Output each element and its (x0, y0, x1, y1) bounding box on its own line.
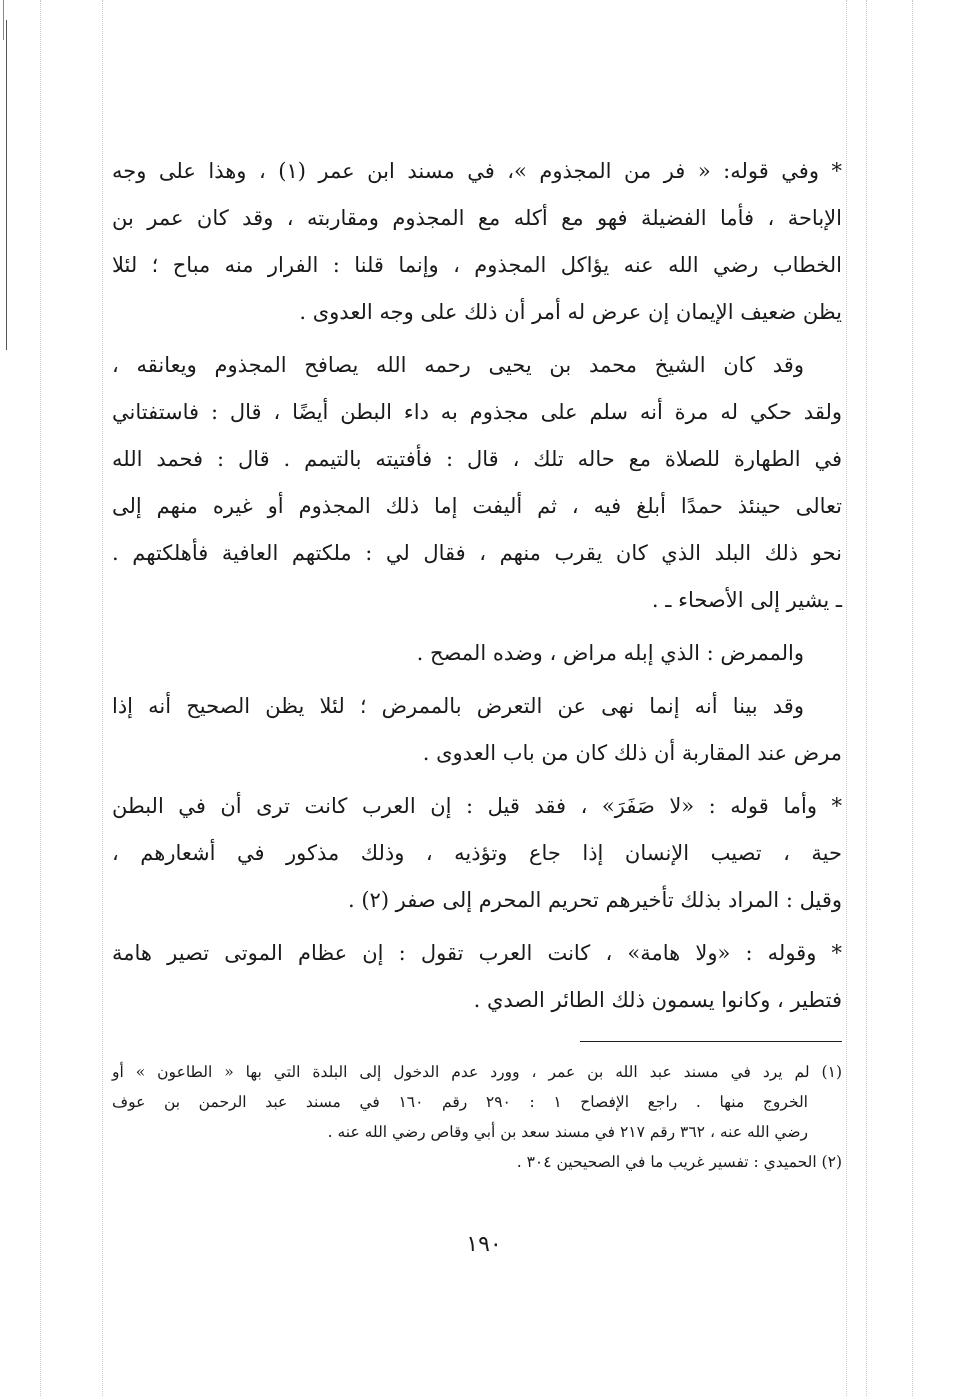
text-line: فتطير ، وكانوا يسمون ذلك الطائر الصدي . (473, 988, 842, 1012)
footnotes (112, 1057, 842, 1177)
scan-artifact-line (866, 0, 867, 1396)
footnote-1 (112, 1057, 842, 1147)
footnote-2 (112, 1147, 842, 1177)
text-line: ـ يشير إلى الأصحاء ـ . (651, 588, 842, 612)
footnote-line: الخروج منها . راجع الإفصاح ١ : ٢٩٠ رقم ١٦٠ في مسند عبد الرحمن بن عوف (112, 1093, 808, 1111)
footnote-line: (٢) الحميدي : تفسير غريب ما في الصحيحين ٣٠٤ . (516, 1153, 842, 1171)
text-line: وقيل : المراد بذلك تأخيرهم تحريم المحرم إلى صفر (٢) . (347, 888, 842, 912)
text-line: يظن ضعيف الإيمان إن عرض له أمر أن ذلك على وجه العدوى . (299, 300, 842, 324)
paragraph (112, 630, 842, 677)
text-line: حية ، تصيب الإنسان إذا جاع وتؤذيه ، وذلك مذكور في أشعارهم ، (112, 841, 842, 865)
text-line: مرض عند المقاربة أن ذلك كان من باب العدوى . (422, 741, 842, 765)
page-number: ١٩٠ (466, 1232, 502, 1257)
paragraph (112, 342, 842, 624)
scan-artifact-line (912, 0, 913, 1396)
footnote-separator (580, 1041, 842, 1042)
text-line: في الطهارة للصلاة مع حاله تلك ، قال : فأفتيته بالتيمم . قال : فحمد الله (112, 447, 842, 471)
paragraph (112, 930, 842, 1024)
scan-edge-line (6, 20, 7, 350)
text-line: الإباحة ، فأما الفضيلة فهو مع أكله مع المجذوم ومقاربته ، وقد كان عمر بن (112, 206, 842, 230)
paragraph (112, 148, 842, 336)
text-line: والممرض : الذي إبله مراض ، وضده المصح . (416, 641, 804, 665)
text-line: ولقد حكي له مرة أنه سلم على مجذوم به داء البطن أيضًا ، قال : فاستفتاني (112, 400, 842, 424)
footnote-line: رضي الله عنه ، ٣٦٢ رقم ٢١٧ في مسند سعد بن أبي وقاص رضي الله عنه . (327, 1123, 808, 1141)
text-line: تعالى حينئذ حمدًا أبلغ فيه ، ثم أليفت إما ذلك المجذوم أو غيره منهم إلى (112, 494, 842, 518)
text-line: وقد كان الشيخ محمد بن يحيى رحمه الله يصافح المجذوم ويعانقه ، (112, 353, 804, 377)
text-line: نحو ذلك البلد الذي كان يقرب منهم ، فقال لي : ملكتهم العافية فأهلكتهم . (112, 541, 842, 565)
main-text (112, 148, 842, 1030)
scan-artifact-line (846, 0, 847, 1396)
text-line: وقد بينا أنه إنما نهى عن التعرض بالممرض ؛ لئلا يظن الصحيح أنه إذا (112, 694, 804, 718)
paragraph (112, 783, 842, 924)
text-line: الخطاب رضي الله عنه يؤاكل المجذوم ، وإنما قلنا : الفرار منه مباح ؛ لئلا (112, 253, 842, 277)
text-line: * وأما قوله : «لا صَفَرَ» ، فقد قيل : إن العرب كانت ترى أن في البطن (112, 794, 842, 818)
scan-edge-line (3, 0, 4, 40)
scan-artifact-line (40, 0, 41, 1396)
text-line: * وقوله : «ولا هامة» ، كانت العرب تقول : إن عظام الموتى تصير هامة (112, 941, 842, 965)
footnote-line: (١) لم يرد في مسند عبد الله بن عمر ، وورد عدم الدخول إلى البلدة التي بها « الطاعون » أو (112, 1063, 842, 1081)
scan-artifact-line (102, 0, 103, 1396)
paragraph (112, 683, 842, 777)
text-line: * وفي قوله: « فر من المجذوم »، في مسند ابن عمر (١) ، وهذا على وجه (112, 159, 842, 183)
